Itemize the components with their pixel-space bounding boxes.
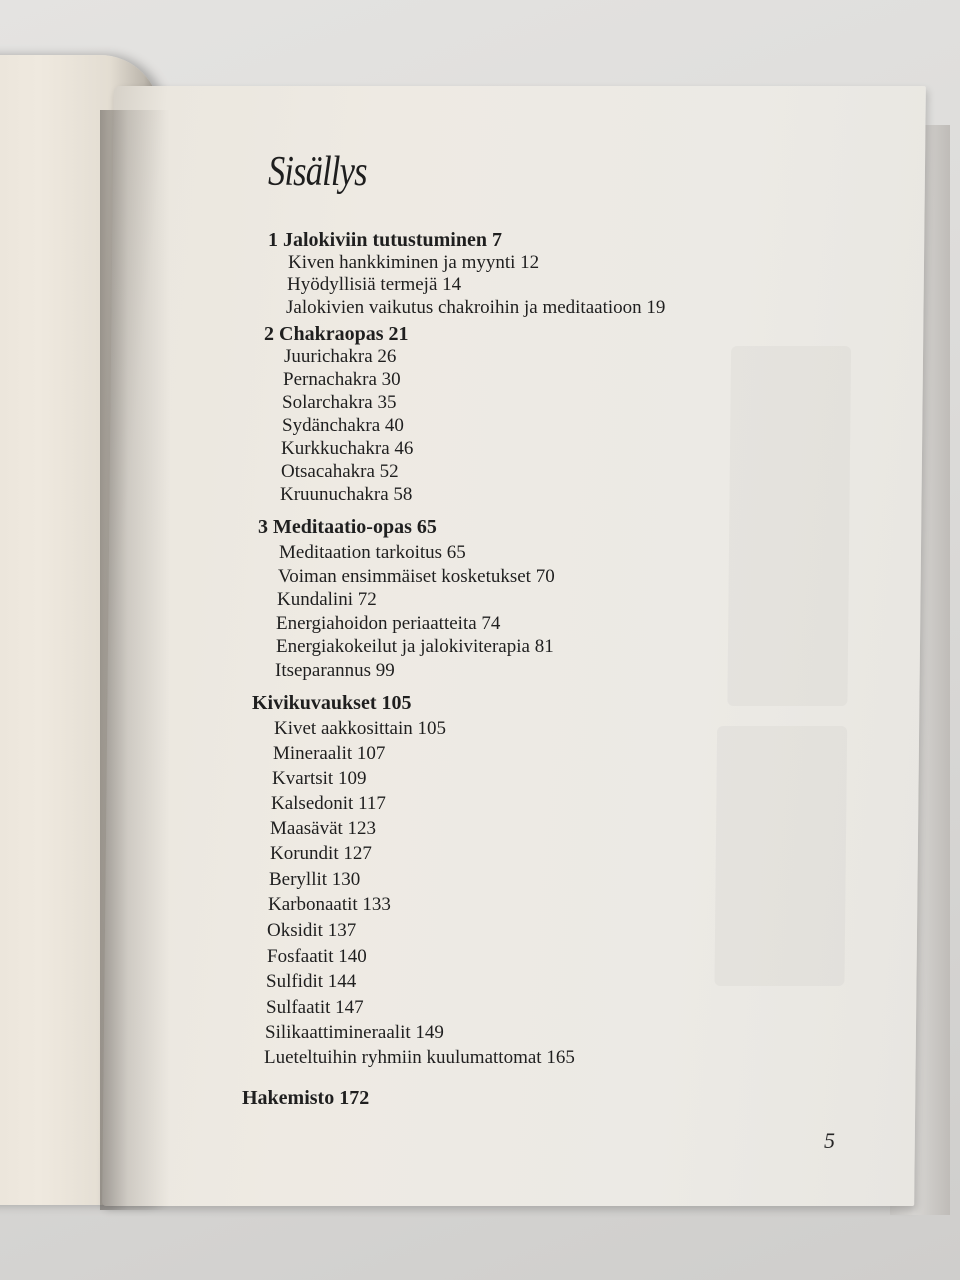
toc-entry: Energiahoidon periaatteita 74 xyxy=(276,613,501,634)
toc-entry: Korundit 127 xyxy=(270,843,372,864)
toc-entry: Pernachakra 30 xyxy=(283,369,401,390)
contents-title: Sisällys xyxy=(268,149,367,195)
toc-entry: Kivet aakkosittain 105 xyxy=(274,718,447,739)
toc-entry: Silikaattimineraalit 149 xyxy=(265,1022,444,1043)
toc-entry: Hyödyllisiä termejä 14 xyxy=(287,274,462,295)
toc-entry: Kundalini 72 xyxy=(277,589,377,610)
toc-entry: Mineraalit 107 xyxy=(273,743,386,764)
toc-entry: Oksidit 137 xyxy=(267,920,357,941)
toc-entry: Otsacahakra 52 xyxy=(281,461,399,482)
section-heading-1: 1 Jalokiviin tutustuminen 7 xyxy=(268,229,502,251)
toc-entry: Beryllit 130 xyxy=(269,869,361,890)
toc-entry: Fosfaatit 140 xyxy=(267,946,367,967)
toc-entry: Meditaation tarkoitus 65 xyxy=(279,542,466,563)
section-heading-3: 3 Meditaatio-opas 65 xyxy=(258,516,437,538)
toc-entry: Kvartsit 109 xyxy=(272,768,367,789)
section-heading-4: Kivikuvaukset 105 xyxy=(252,692,412,714)
toc-entry: Solarchakra 35 xyxy=(282,392,397,413)
toc-entry: Jalokivien vaikutus chakroihin ja meditaatioon 19 xyxy=(286,297,666,318)
toc-entry: Karbonaatit 133 xyxy=(268,894,391,915)
section-heading-5: Hakemisto 172 xyxy=(242,1087,370,1109)
toc-entry: Energiakokeilut ja jalokiviterapia 81 xyxy=(276,636,554,657)
toc-entry: Kalsedonit 117 xyxy=(271,793,386,814)
toc-entry: Voiman ensimmäiset kosketukset 70 xyxy=(278,566,555,587)
toc-entry: Juurichakra 26 xyxy=(284,346,397,367)
toc-entry: Sulfidit 144 xyxy=(266,971,357,992)
toc-entry: Itseparannus 99 xyxy=(275,660,395,681)
toc-entry: Sulfaatit 147 xyxy=(266,997,364,1018)
toc-entry: Lueteltuihin ryhmiin kuulumattomat 165 xyxy=(264,1047,575,1068)
page-number: 5 xyxy=(824,1128,835,1153)
toc-entry: Kruunuchakra 58 xyxy=(280,484,413,505)
section-heading-2: 2 Chakraopas 21 xyxy=(264,323,409,345)
toc-entry: Kurkkuchakra 46 xyxy=(281,438,414,459)
toc-entry: Maasävät 123 xyxy=(270,818,377,839)
toc-entry: Sydänchakra 40 xyxy=(282,415,404,436)
toc-entry: Kiven hankkiminen ja myynti 12 xyxy=(288,252,540,273)
